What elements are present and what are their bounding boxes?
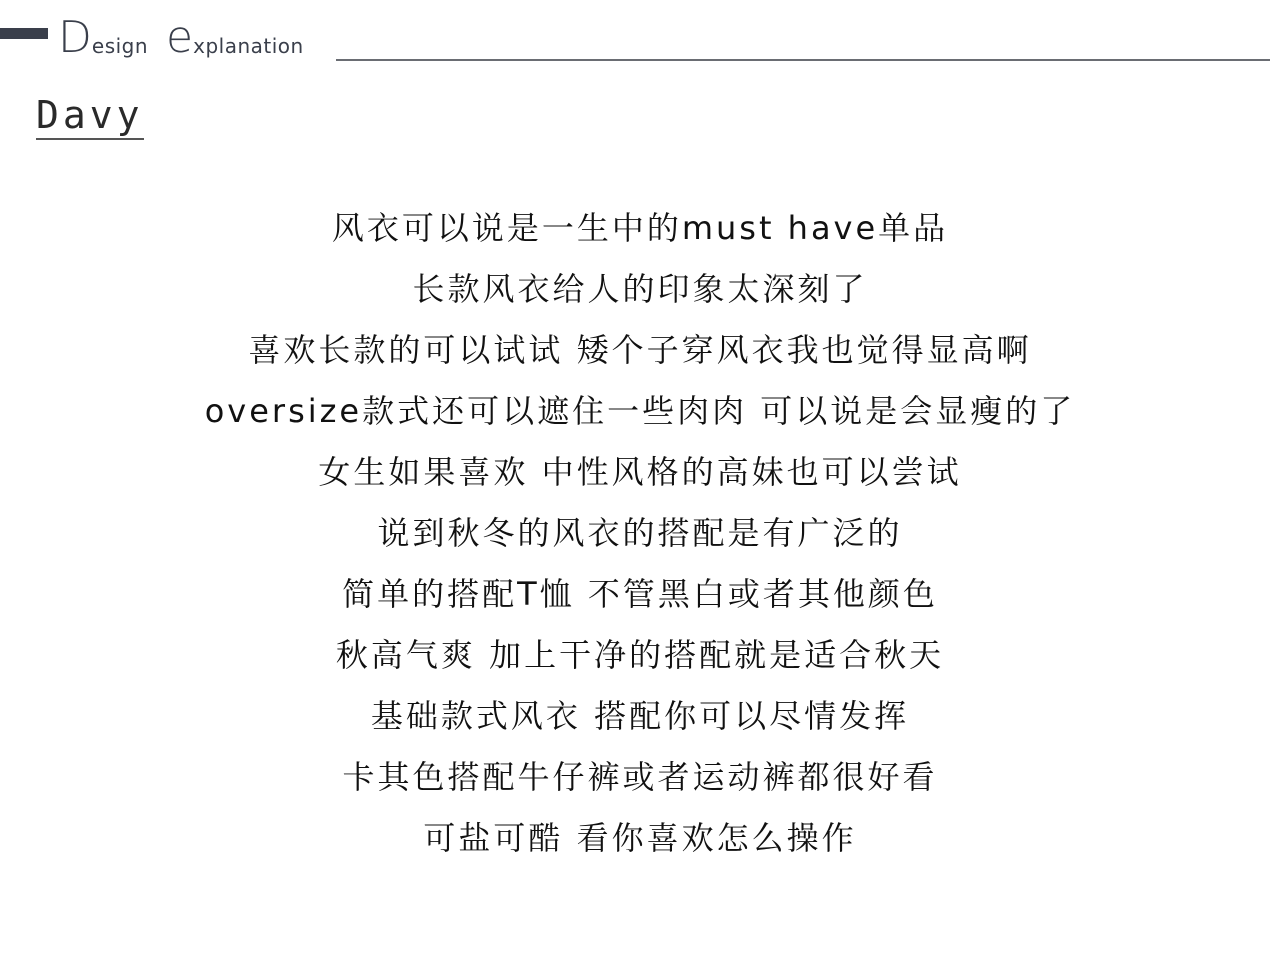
header-rule <box>336 59 1270 61</box>
text-line: 卡其色搭配牛仔裤或者运动裤都很好看 <box>342 758 938 796</box>
text-line: 可盐可酷 看你喜欢怎么操作 <box>423 819 857 857</box>
text-line: 简单的搭配T恤 不管黑白或者其他颜色 <box>342 575 938 613</box>
text-line: oversize款式还可以遮住一些肉肉 可以说是会显瘦的了 <box>204 392 1076 430</box>
author-name: Davy <box>36 96 144 140</box>
header-word2-initial: e <box>166 12 194 63</box>
text-line: 女生如果喜欢 中性风格的高妹也可以尝试 <box>318 453 962 491</box>
text-line: 秋高气爽 加上干净的搭配就是适合秋天 <box>335 636 945 674</box>
header-title <box>58 10 304 63</box>
text-line: 喜欢长款的可以试试 矮个子穿风衣我也觉得显高啊 <box>248 331 1032 369</box>
header-word1-rest: esign <box>91 34 149 58</box>
header-word2-rest: xplanation <box>193 34 304 58</box>
description-lines <box>0 198 1280 869</box>
text-line: 基础款式风衣 搭配你可以尽情发挥 <box>370 697 910 735</box>
header-accent-bar <box>0 28 48 39</box>
text-line: 风衣可以说是一生中的must have单品 <box>331 209 949 247</box>
text-line: 说到秋冬的风衣的搭配是有广泛的 <box>377 514 903 552</box>
text-line: 长款风衣给人的印象太深刻了 <box>412 270 868 308</box>
header-word1-initial: D <box>58 12 92 63</box>
